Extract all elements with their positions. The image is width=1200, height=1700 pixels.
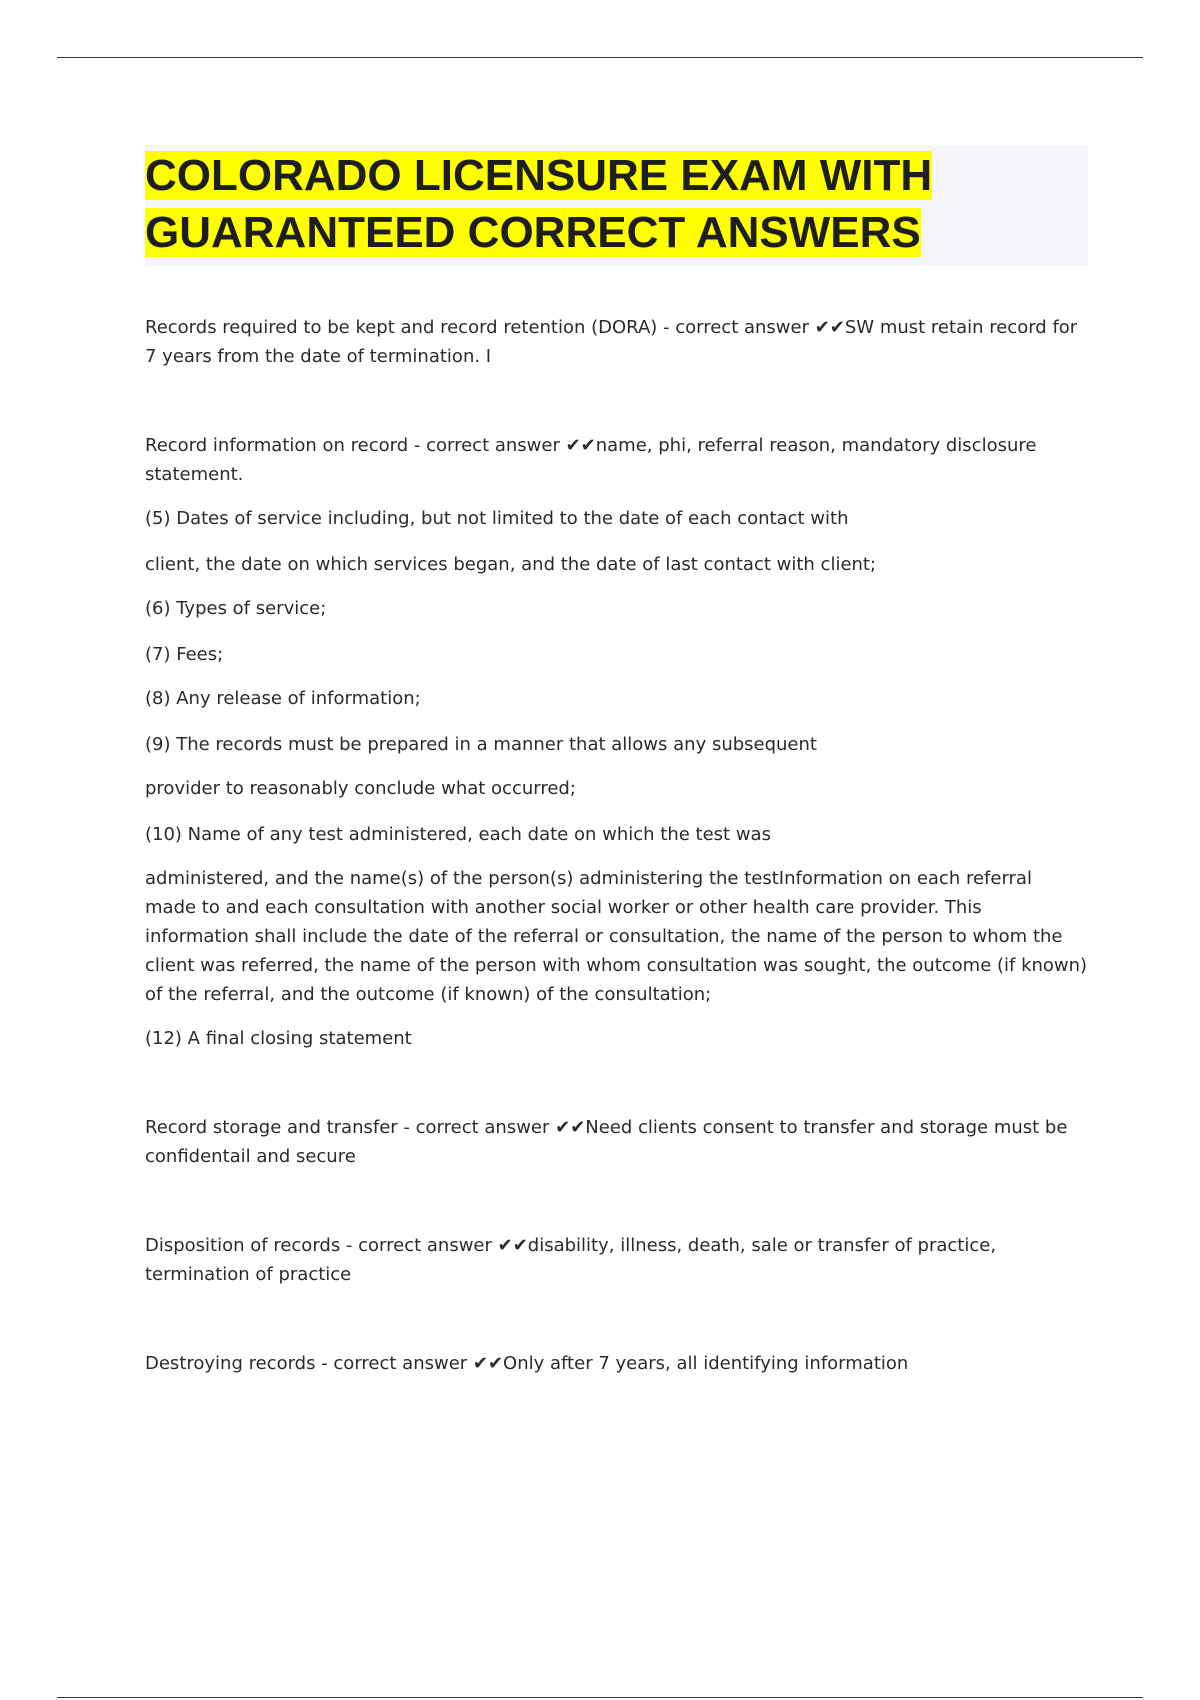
top-rule <box>57 57 1143 58</box>
title-line-1: COLORADO LICENSURE EXAM WITH <box>145 151 933 200</box>
document-page <box>145 145 1088 1378</box>
list-line: provider to reasonably conclude what occurred; <box>145 778 576 799</box>
title-block <box>145 145 1088 265</box>
qa-record-retention: Records required to be kept and record retention (DORA) - correct answer ✔✔SW must retain record for 7 years from the date of termination. I <box>145 317 1078 367</box>
title-line-2: GUARANTEED CORRECT ANSWERS <box>145 208 921 257</box>
document-title <box>145 147 1088 261</box>
list-line: (6) Types of service; <box>145 598 327 619</box>
list-line: (10) Name of any test administered, each date on which the test was <box>145 824 771 845</box>
bottom-rule <box>57 1697 1143 1698</box>
list-line: (8) Any release of information; <box>145 688 421 709</box>
list-line: client, the date on which services began, and the date of last contact with client; <box>145 554 877 575</box>
list-line: (12) A final closing statement <box>145 1028 412 1049</box>
list-line: (9) The records must be prepared in a manner that allows any subsequent <box>145 734 817 755</box>
qa-record-storage: Record storage and transfer - correct answer ✔✔Need clients consent to transfer and storage must be confidentail and secure <box>145 1117 1068 1167</box>
list-line: (5) Dates of service including, but not limited to the date of each contact with <box>145 508 849 529</box>
list-paragraph: administered, and the name(s) of the person(s) administering the testInformation on each referral made to and each consultation with another social worker or other health care provider. This information shall include the date of the referral or consultation, the name of the person to whom the client was referred, the name of the person with whom consultation was sought, the outcome (if known) of the referral, and the outcome (if known) of the consultation; <box>145 868 1088 1005</box>
qa-disposition: Disposition of records - correct answer ✔✔disability, illness, death, sale or transfer of practice, termination of practice <box>145 1235 997 1285</box>
qa-destroying-records: Destroying records - correct answer ✔✔Only after 7 years, all identifying information <box>145 1353 909 1374</box>
qa-record-information: Record information on record - correct answer ✔✔name, phi, referral reason, mandatory disclosure statement. <box>145 435 1037 485</box>
list-line: (7) Fees; <box>145 644 224 665</box>
